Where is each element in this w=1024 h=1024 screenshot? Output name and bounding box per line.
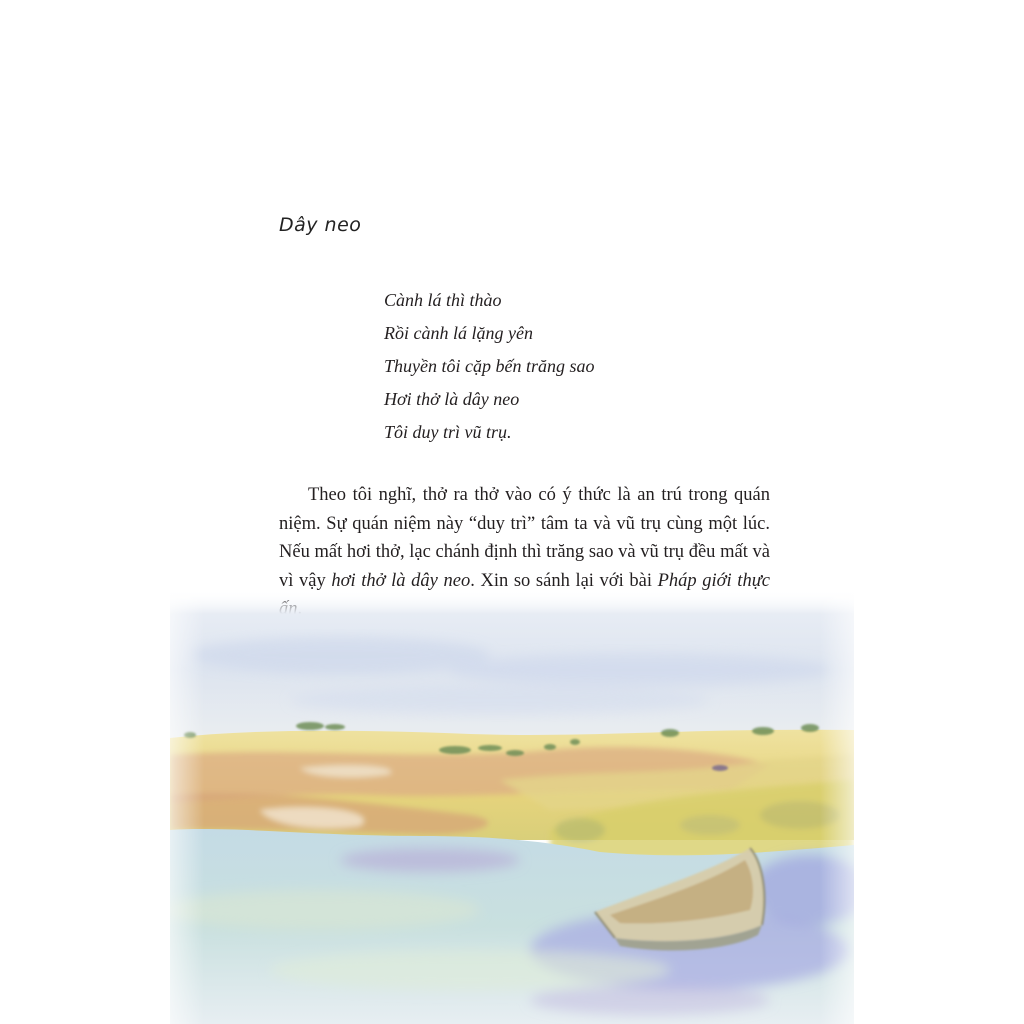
watercolor-illustration <box>170 590 854 1024</box>
poem-title: Dây neo <box>279 214 362 236</box>
poem <box>384 284 594 449</box>
commentary-emphasis: hơi thở là dây neo <box>331 570 471 591</box>
commentary-text: . Xin so sánh lại với bài <box>470 570 658 591</box>
poem-line: Tôi duy trì vũ trụ. <box>384 422 512 442</box>
commentary-emphasis: Pháp giới thực <box>657 570 770 591</box>
commentary-text: Theo tôi nghĩ, thở ra thở vào có ý thức là an trú trong quán niệm. Sự quán niệm này “duy trì” tâm ta và vũ trụ cùng một lúc. Nếu mất hơi thở, lạc chánh định thì trăng sao và vũ trụ đều mất và vì vậy <box>279 485 770 591</box>
poem-line: Hơi thở là dây neo <box>384 389 520 409</box>
poem-line: Cành lá thì thào <box>384 290 502 310</box>
poem-line: Thuyền tôi cặp bến trăng sao <box>384 356 595 376</box>
poem-line: Rồi cành lá lặng yên <box>384 323 533 343</box>
